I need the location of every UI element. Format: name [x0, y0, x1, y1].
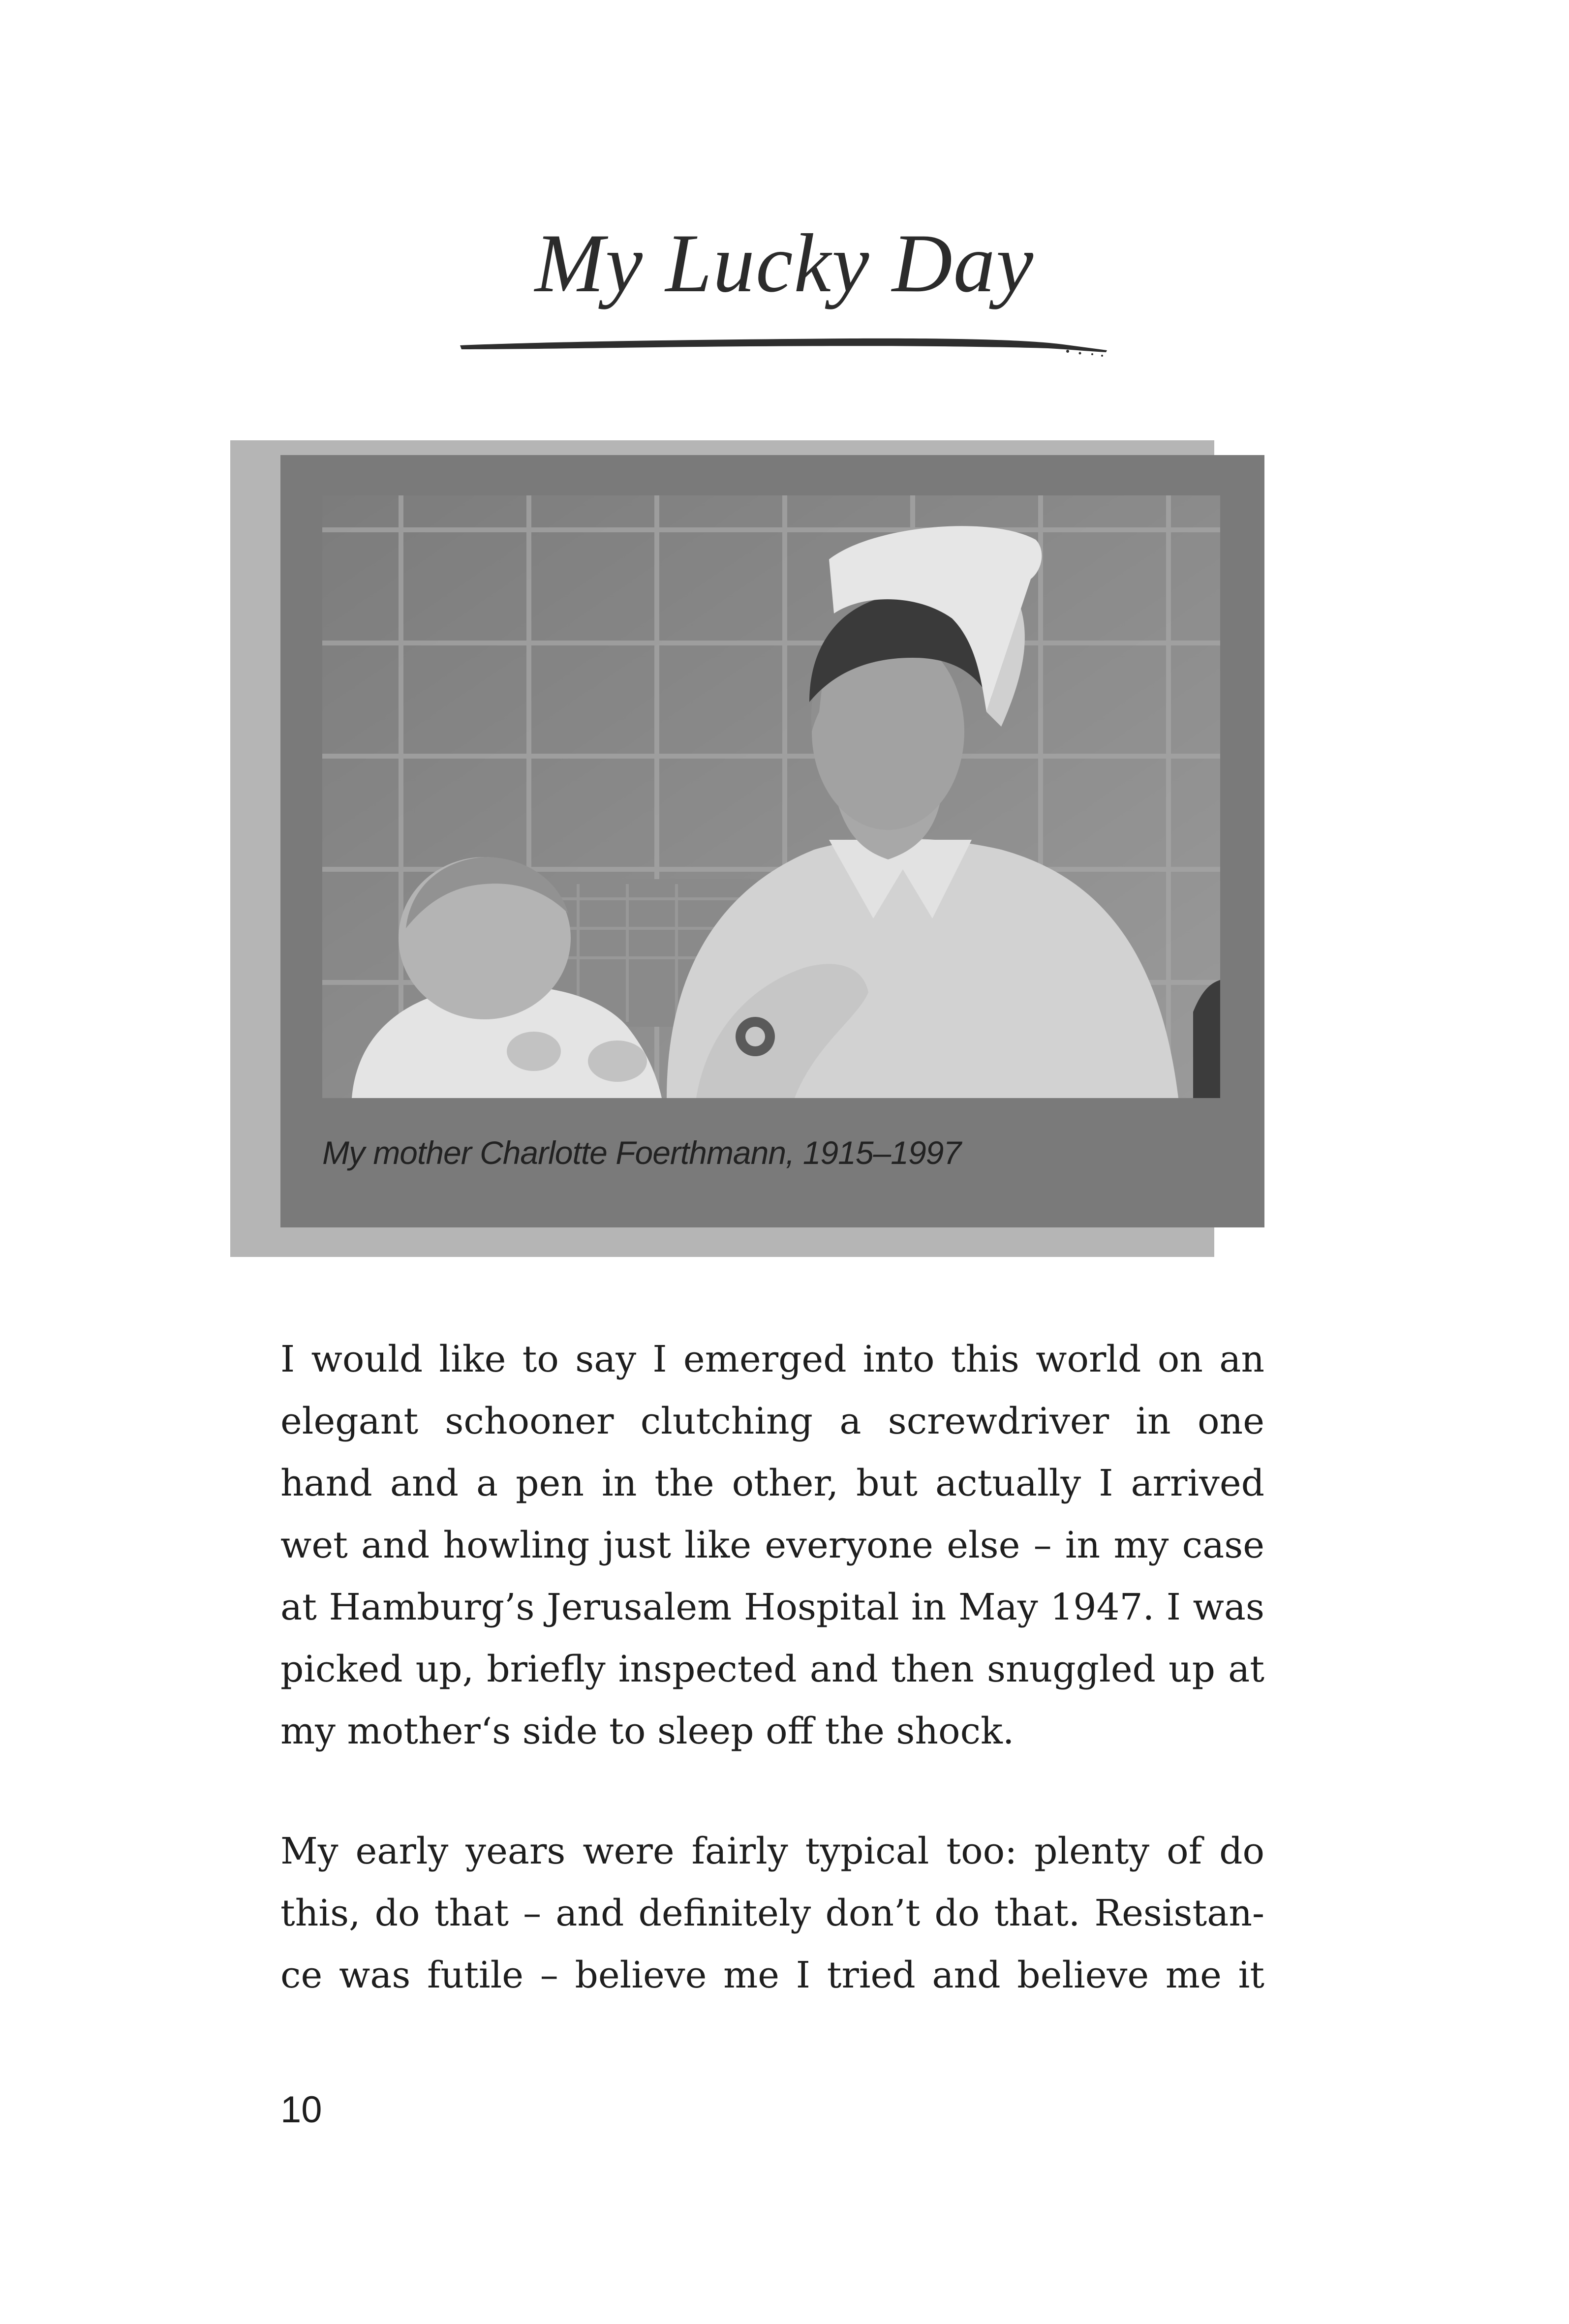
paragraph-line: wet and howling just like everyone else – in my case — [280, 1524, 1264, 1566]
nurse-with-baby-photo — [322, 495, 1220, 1098]
paragraph-line: picked up, briefly inspected and then snuggled up at — [280, 1648, 1264, 1690]
paragraph-line: hand and a pen in the other, but actually I arrived — [280, 1462, 1264, 1504]
paragraph-line: My early years were fairly typical too: plenty of do — [280, 1830, 1264, 1872]
paragraph-line: elegant schooner clutching a screwdriver in one — [280, 1400, 1264, 1442]
paragraph-2 — [280, 1820, 1264, 2006]
photo-frame — [280, 455, 1264, 1227]
paragraph-1 — [280, 1328, 1264, 1762]
paragraph-line: this, do that – and definitely don’t do that. Resistan- — [280, 1892, 1264, 1934]
paragraph-line: my mother‘s side to sleep off the shock. — [280, 1710, 1015, 1752]
paragraph-line: ce was futile – believe me I tried and believe me it — [280, 1954, 1264, 1996]
paragraph-line: I would like to say I emerged into this world on an — [280, 1338, 1264, 1380]
page-number: 10 — [280, 2089, 322, 2131]
paragraph-line: at Hamburg’s Jerusalem Hospital in May 1947. I was — [280, 1586, 1264, 1628]
chapter-title: My Lucky Day — [534, 217, 1035, 309]
photo-caption: My mother Charlotte Foerthmann, 1915–1997 — [322, 1134, 961, 1171]
title-brush-underline — [458, 329, 1112, 358]
